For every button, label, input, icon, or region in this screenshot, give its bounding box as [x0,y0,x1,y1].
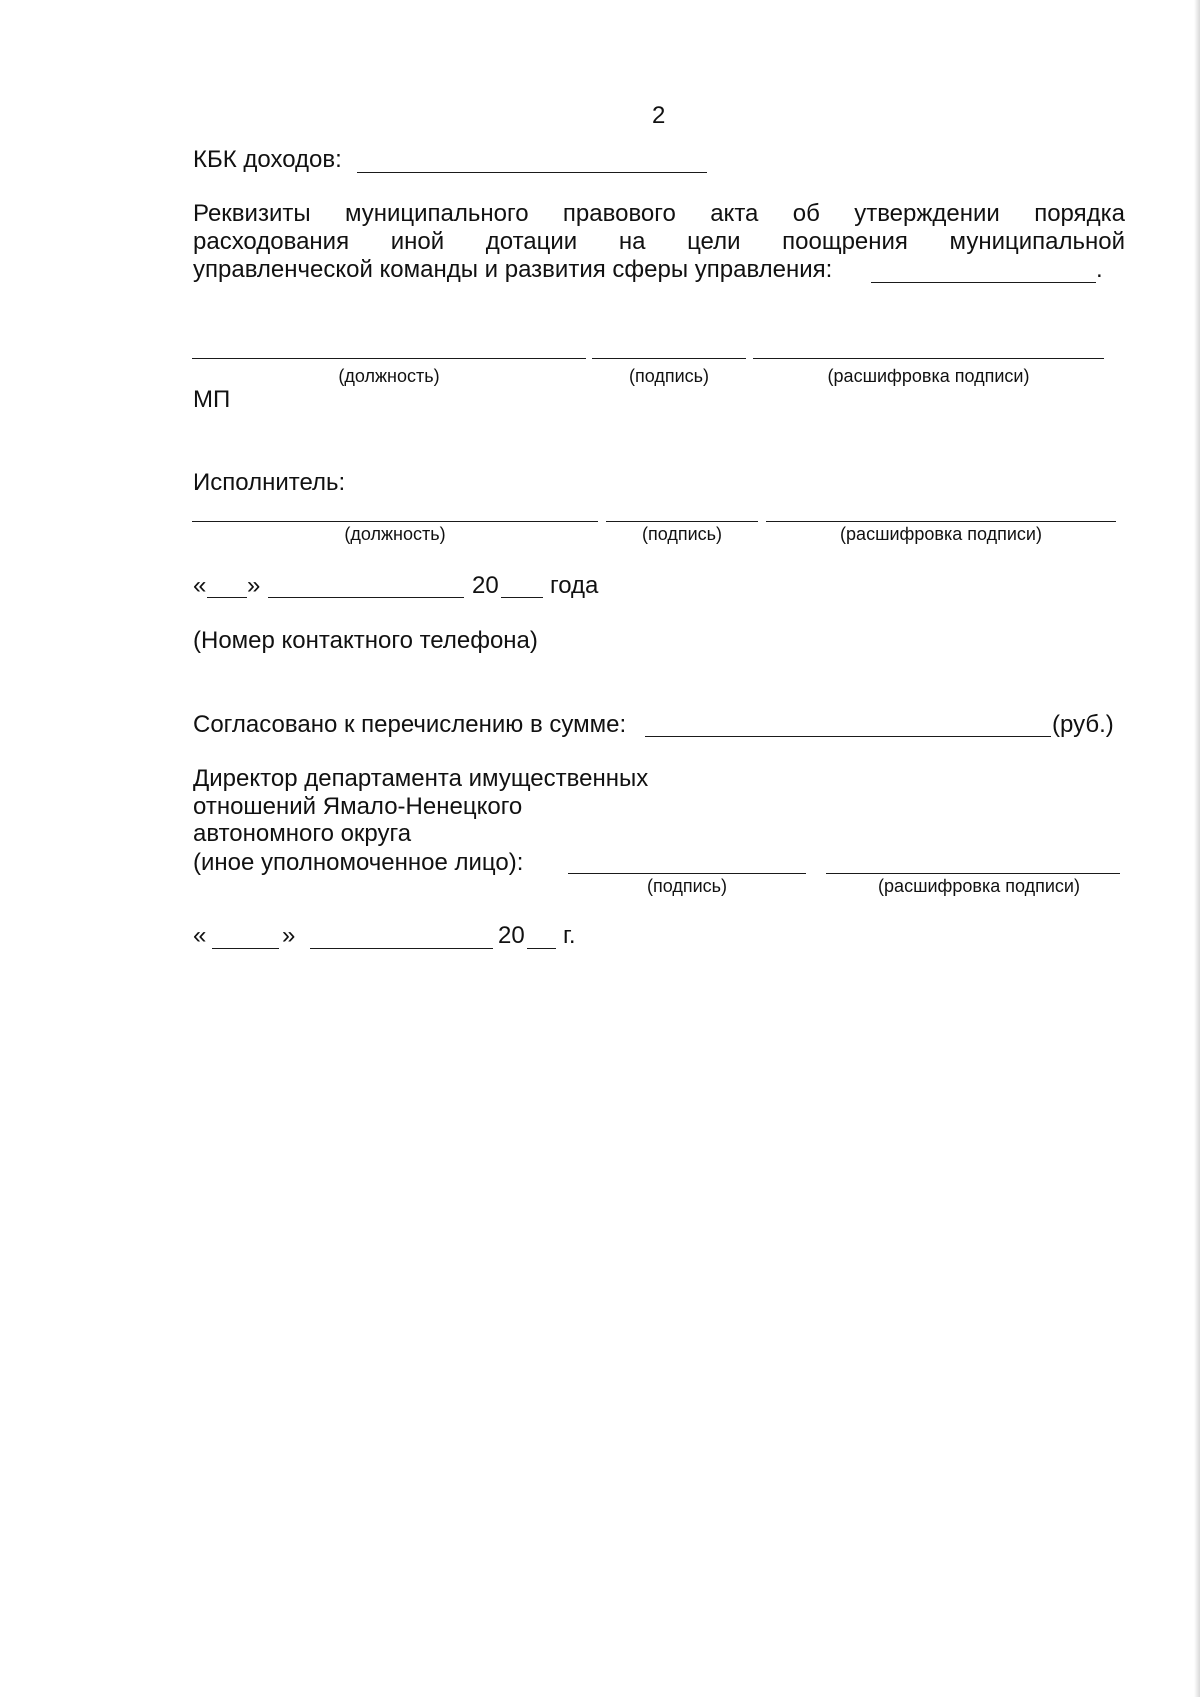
director-line-2: отношений Ямало-Ненецкого [193,793,523,820]
page-edge-shadow [1194,0,1200,1697]
date-1-open-quote: « [193,572,207,599]
director-line-4: (иное уполномоченное лицо): [193,849,524,876]
approval-amount-blank[interactable] [645,736,1051,737]
requisites-blank[interactable] [871,282,1096,283]
requisites-line-1: Реквизиты муниципального правового акта об утверждении порядка [193,200,1125,227]
director-decoding-blank[interactable] [826,873,1120,874]
requisites-line-3: управленческой команды и развития сферы управления: [193,256,833,283]
date-1-close-quote: » [247,572,261,599]
signature-caption-2: (подпись) [641,524,723,544]
decoding-caption-2: (расшифровка подписи) [840,524,1042,544]
decoding-caption-1: (расшифровка подписи) [827,366,1030,386]
position-blank-2[interactable] [192,521,598,522]
kbk-blank[interactable] [357,172,707,173]
signature-caption-1: (подпись) [628,366,710,386]
position-caption-1: (должность) [338,366,440,386]
date-2-month-blank[interactable] [310,948,493,949]
date-1-suffix: года [550,572,599,599]
requisites-line-3-end: . [1096,256,1103,283]
page-number: 2 [652,102,666,129]
approval-currency: (руб.) [1052,711,1114,738]
approval-label: Согласовано к перечислению в сумме: [193,711,627,738]
date-1-year-prefix: 20 [472,572,499,599]
date-2-year-blank[interactable] [527,948,556,949]
phone-label: (Номер контактного телефона) [193,627,538,654]
director-line-1: Директор департамента имущественных [193,765,649,792]
director-signature-caption: (подпись) [646,876,728,896]
date-2-day-blank[interactable] [212,948,279,949]
executor-label: Исполнитель: [193,469,346,496]
date-2-year-prefix: 20 [498,922,525,949]
date-2-open-quote: « [193,922,207,949]
kbk-label: КБК доходов: [193,146,342,173]
position-blank-1[interactable] [192,358,586,359]
director-signature-blank[interactable] [568,873,806,874]
signature-blank-2[interactable] [606,521,758,522]
date-1-year-blank[interactable] [501,597,543,598]
requisites-line-2: расходования иной дотации на цели поощрения муниципальной [193,228,1125,255]
date-2-close-quote: » [282,922,296,949]
date-1-day-blank[interactable] [207,597,247,598]
position-caption-2: (должность) [344,524,446,544]
director-line-3: автономного округа [193,820,412,847]
decoding-blank-1[interactable] [753,358,1104,359]
director-decoding-caption: (расшифровка подписи) [878,876,1080,896]
date-2-suffix: г. [563,922,576,949]
decoding-blank-2[interactable] [766,521,1116,522]
date-1-month-blank[interactable] [268,597,464,598]
stamp-label: МП [193,386,231,413]
signature-blank-1[interactable] [592,358,746,359]
